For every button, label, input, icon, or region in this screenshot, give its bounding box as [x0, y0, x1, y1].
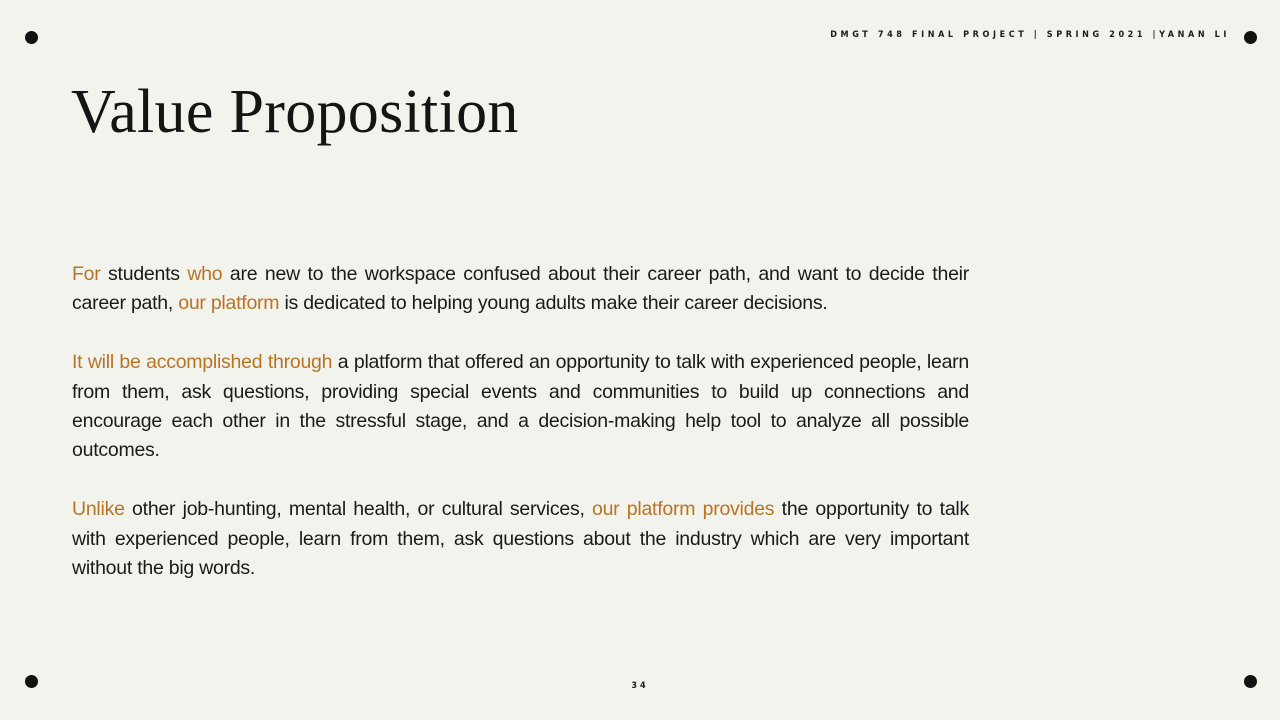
- slide-title: Value Proposition: [71, 78, 519, 146]
- corner-dot-top-right: [1244, 31, 1257, 44]
- highlight-text: For: [72, 263, 101, 285]
- paragraph-differentiation: [72, 495, 969, 583]
- slide-body: [72, 260, 969, 583]
- body-text: a platform that offered an opportunity to talk with experienced people, learn from them, ask questions, providing special events and communities to build up connections and encourage each other in the stressful stage, and a decision-making help tool to analyze all possible outcomes.: [72, 351, 970, 462]
- corner-dot-top-left: [25, 31, 38, 44]
- paragraph-accomplishment: [72, 348, 969, 466]
- highlight-text: our platform: [178, 292, 280, 315]
- body-text: students: [100, 263, 188, 285]
- body-text: other job-hunting, mental health, or cultural services,: [124, 498, 592, 521]
- body-text: the opportunity to talk with experienced people, learn from them, ask questions about the industry which are very important without the big words.: [72, 498, 969, 580]
- paragraph-target-audience: [72, 260, 969, 319]
- highlight-text: Unlike: [72, 498, 125, 521]
- highlight-text: It will be accomplished through: [72, 351, 333, 374]
- page-number: 34: [631, 681, 649, 691]
- body-text: is dedicated to helping young adults make their career decisions.: [279, 292, 828, 315]
- slide-header: DMGT 748 FINAL PROJECT | SPRING 2021 |YANAN LI: [830, 30, 1230, 40]
- body-text: are new to the workspace confused about their career path, and want to decide their career path,: [72, 263, 969, 315]
- highlight-text: who: [187, 263, 223, 285]
- highlight-text: our platform provides: [591, 498, 775, 521]
